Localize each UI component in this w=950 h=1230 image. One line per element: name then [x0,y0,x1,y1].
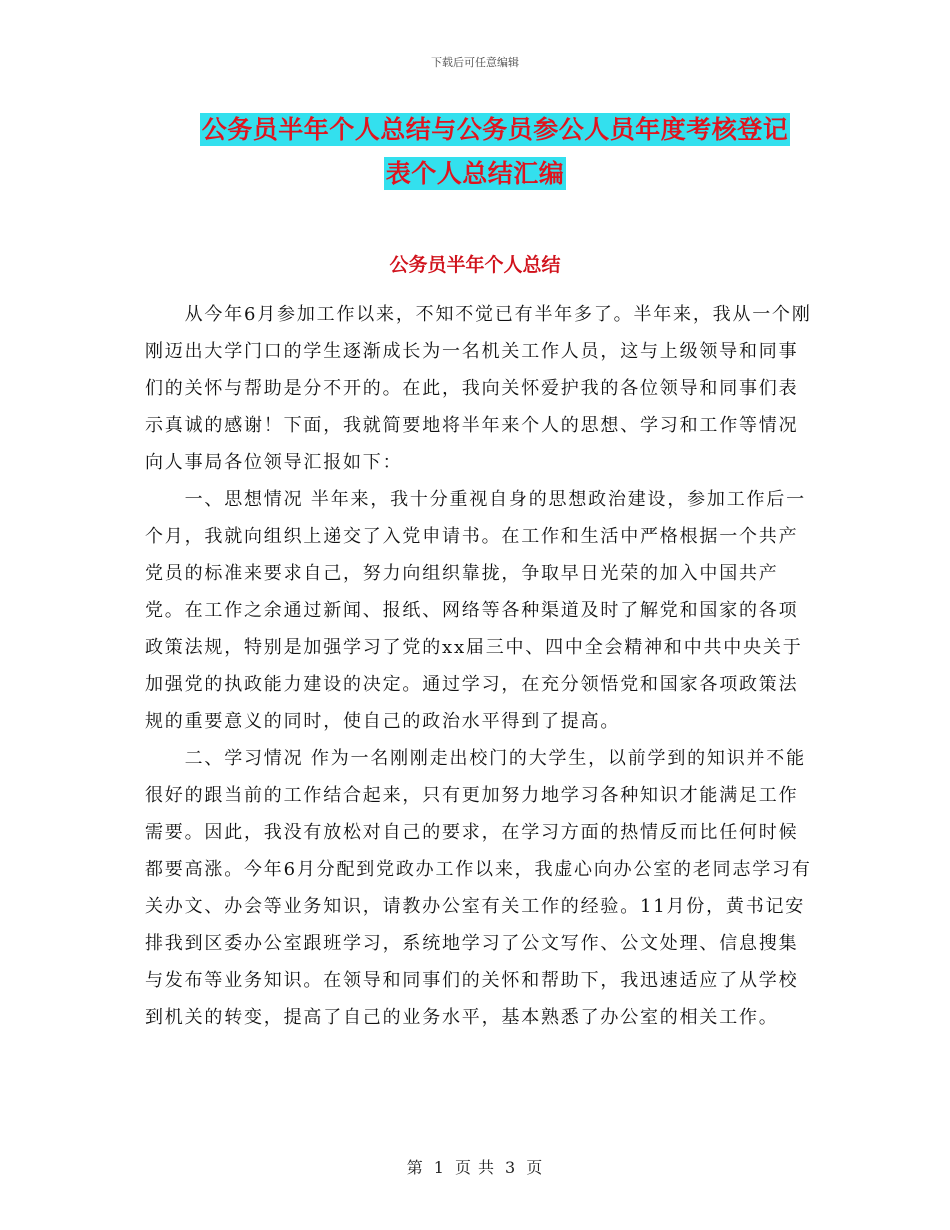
paragraph-study: 二、学习情况 作为一名刚刚走出校门的大学生，以前学到的知识并不能很好的跟当前的工作结合起来，只有更加努力地学习各种知识才能满足工作需要。因此，我没有放松对自己的要求，在学习方面的热情反而比任何时候都要高涨。今年6月分配到党政办工作以来，我虚心向办公室的老同志学习有关办文、办会等业务知识，请教办公室有关工作的经验。11月份，黄书记安排我到区委办公室跟班学习，系统地学习了公文写作、公文处理、信息搜集与发布等业务知识。在领导和同事们的关怀和帮助下，我迅速适应了从学校到机关的转变，提高了自己的业务水平，基本熟悉了办公室的相关工作。 [145,748,812,1028]
page-footer [0,1155,950,1178]
document-title-text-1: 公务员半年个人总结与公务员参公人员年度考核登记 [201,115,789,144]
paragraph-thinking: 一、思想情况 半年来，我十分重视自身的思想政治建设，参加工作后一个月，我就向组织上递交了入党申请书。在工作和生活中严格根据一个共产党员的标准来要求自己，努力向组织靠拢，争取早日光荣的加入中国共产党。在工作之余通过新闻、报纸、网络等各种渠道及时了解党和国家的各项政策法规，特别是加强学习了党的xx届三中、四中全会精神和中共中央关于加强党的执政能力建设的决定。通过学习，在充分领悟党和国家各项政策法规的重要意义的同时，使自己的政治水平得到了提高。 [145,489,806,732]
page-number-total: 3 [505,1158,517,1177]
document-body [145,296,815,1036]
document-title-text-2: 表个人总结汇编 [385,159,565,188]
page-footer-mid: 页 共 [454,1158,496,1177]
page-header-note: 下载后可任意编辑 [431,56,519,69]
page-footer-suffix: 页 [526,1158,544,1177]
document-title-line-2 [0,157,950,191]
page-footer-prefix: 第 [406,1158,424,1177]
page-number-current: 1 [433,1158,445,1177]
paragraph-intro: 从今年6月参加工作以来，不知不觉已有半年多了。半年来，我从一个刚刚迈出大学门口的学生逐渐成长为一名机关工作人员，这与上级领导和同事们的关怀与帮助是分不开的。在此，我向关怀爱护我的各位领导和同事们表示真诚的感谢！下面，我就简要地将半年来个人的思想、学习和工作等情况向人事局各位领导汇报如下： [145,304,812,473]
section-heading: 公务员半年个人总结 [389,254,561,276]
document-title-line-1 [20,113,950,147]
